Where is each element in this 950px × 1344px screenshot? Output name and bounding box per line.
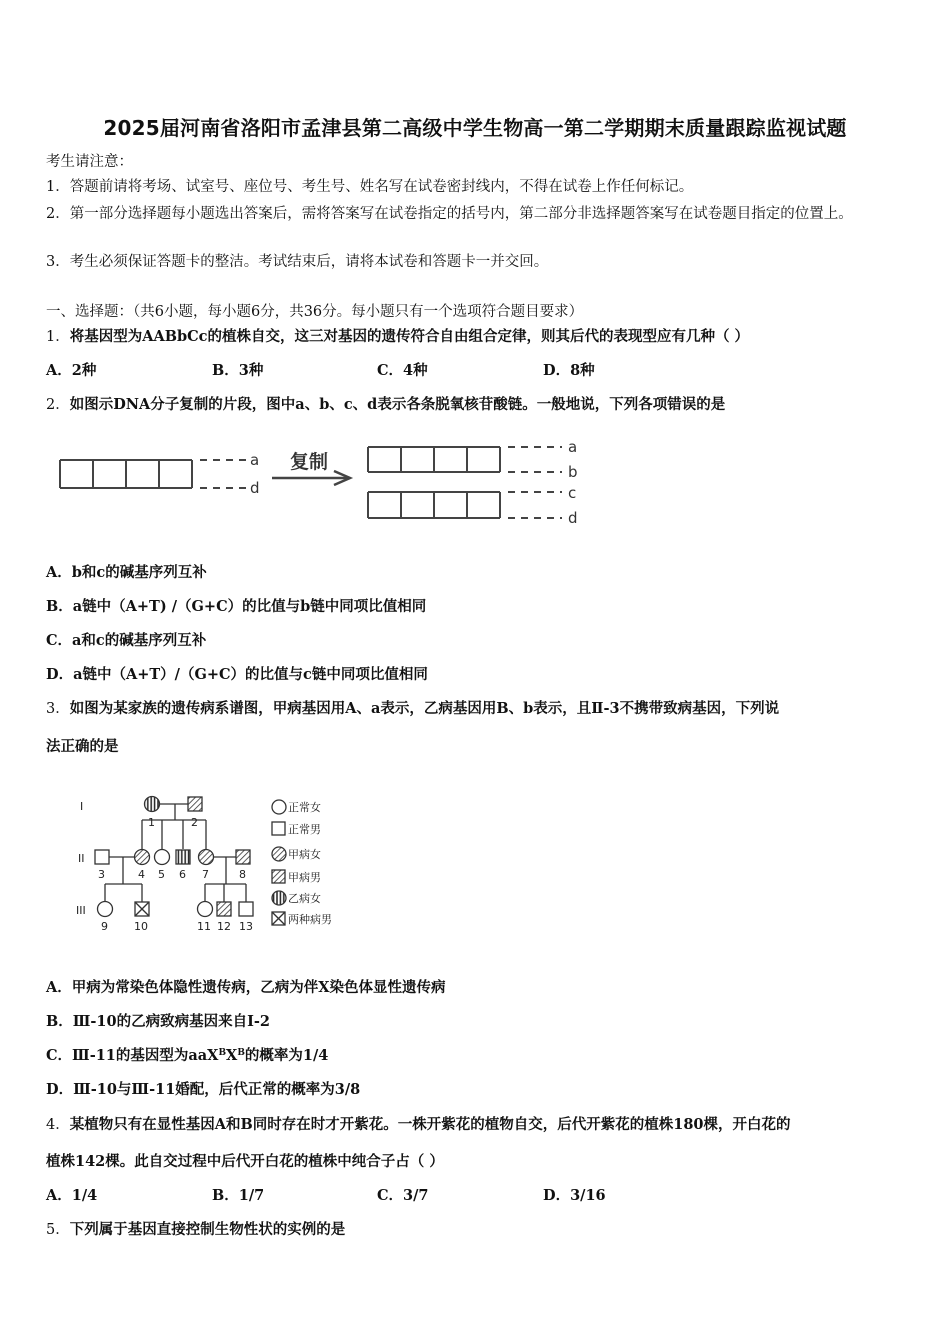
question-number: 1． — [46, 329, 70, 345]
generation-label-2: II — [78, 852, 85, 865]
question-stem: 某植物只有在显性基因A和B同时存在时才开紫花。一株开紫花的植物自交，后代开紫花的植株180棵，开白花的 — [69, 1116, 791, 1133]
option-d[interactable]: D．a链中（A+T）/（G+C）的比值与c链中同项比值相同 — [46, 666, 428, 683]
pedigree-figure — [72, 790, 352, 940]
dna-replication-figure — [50, 432, 600, 532]
member-12: 12 — [217, 920, 231, 933]
strand-label-d: d — [250, 479, 260, 497]
option-d[interactable]: D．8种 — [543, 362, 595, 379]
option-a[interactable]: A．甲病为常染色体隐性遗传病，乙病为伴X染色体显性遗传病 — [46, 979, 446, 996]
strand-label-a: a — [250, 451, 260, 469]
option-c[interactable]: C．4种 — [377, 362, 428, 379]
legend-both-diseases-male: 两种病男 — [288, 913, 332, 926]
legend-disease-b-female: 乙病女 — [288, 892, 321, 905]
strand-label-a-right: a — [568, 438, 578, 456]
option-b[interactable]: B．a链中（A+T) /（G+C）的比值与b链中同项比值相同 — [46, 598, 427, 615]
member-11: 11 — [197, 920, 211, 933]
option-c[interactable] — [46, 1046, 328, 1066]
option-d[interactable]: D．Ⅲ-10与Ⅲ-11婚配，后代正常的概率为3/8 — [46, 1081, 361, 1098]
notice-heading: 考生请注意： — [46, 154, 133, 170]
legend-normal-female: 正常女 — [288, 801, 321, 814]
strand-label-c: c — [568, 484, 577, 502]
member-6: 6 — [179, 868, 186, 881]
question-4 — [46, 1115, 791, 1135]
option-c[interactable]: C．3/7 — [377, 1187, 429, 1204]
question-stem: 下列属于基因直接控制生物性状的实例的是 — [69, 1221, 346, 1238]
option-a[interactable]: A．1/4 — [46, 1187, 98, 1204]
question-4-stem-continued: 植株142棵。此自交过程中后代开白花的植株中纯合子占（ ） — [46, 1153, 444, 1170]
question-3 — [46, 699, 779, 719]
member-8: 8 — [239, 868, 246, 881]
question-stem: 如图为某家族的遗传病系谱图，甲病基因用A、a表示，乙病基因用B、b表示，且Ⅱ-3不携带致病基因，下列说 — [69, 700, 780, 717]
question-5 — [46, 1220, 345, 1240]
page-title: 2025届河南省洛阳市孟津县第二高级中学生物高一第二学期期末质量跟踪监视试题 — [103, 116, 847, 140]
option-c-text-start: C．Ⅲ-11的基因型为aaX — [46, 1047, 219, 1064]
member-7: 7 — [202, 868, 209, 881]
notice-item-2: 2．第一部分选择题每小题选出答案后，需将答案写在试卷指定的括号内，第二部分非选择题答案写在试卷题目指定的位置上。 — [46, 206, 853, 222]
question-number: 3． — [46, 701, 70, 717]
strand-label-b: b — [568, 463, 578, 481]
arrow-label: 复制 — [290, 451, 329, 473]
question-1 — [46, 327, 749, 347]
question-stem: 如图示DNA分子复制的片段，图中a、b、c、d表示各条脱氧核苷酸链。一般地说，下列各项错误的是 — [69, 396, 726, 413]
option-b[interactable]: B．3种 — [212, 362, 264, 379]
generation-label-1: I — [80, 800, 84, 813]
option-b[interactable]: B．Ⅲ-10的乙病致病基因来自I-2 — [46, 1013, 270, 1030]
member-9: 9 — [101, 920, 108, 933]
member-4: 4 — [138, 868, 145, 881]
member-5: 5 — [158, 868, 165, 881]
option-b[interactable]: B．1/7 — [212, 1187, 265, 1204]
member-3: 3 — [98, 868, 105, 881]
option-d[interactable]: D．3/16 — [543, 1187, 606, 1204]
legend-disease-a-male: 甲病男 — [288, 871, 321, 884]
superscript: B — [237, 1048, 245, 1058]
member-1: 1 — [148, 816, 155, 829]
question-number: 5． — [46, 1222, 70, 1238]
question-2 — [46, 395, 725, 415]
option-a[interactable]: A．2种 — [46, 362, 97, 379]
question-number: 2． — [46, 397, 70, 413]
generation-label-3: III — [76, 904, 86, 917]
option-c[interactable]: C．a和c的碱基序列互补 — [46, 632, 207, 649]
option-c-text-end: 的概率为1/4 — [244, 1047, 329, 1064]
question-3-stem-continued: 法正确的是 — [46, 738, 119, 755]
question-stem: 将基因型为AABbCc的植株自交，这三对基因的遗传符合自由组合定律，则其后代的表现型应有几种（ ） — [69, 328, 750, 345]
option-c-text-mid: X — [226, 1047, 238, 1064]
notice-item-3: 3．考生必须保证答题卡的整洁。考试结束后，请将本试卷和答题卡一并交回。 — [46, 254, 549, 270]
superscript: B — [218, 1048, 227, 1058]
option-a[interactable]: A．b和c的碱基序列互补 — [46, 564, 207, 581]
member-2: 2 — [191, 816, 198, 829]
legend-normal-male: 正常男 — [288, 823, 321, 836]
question-number: 4． — [46, 1117, 70, 1133]
notice-item-1: 1．答题前请将考场、试室号、座位号、考生号、姓名写在试卷密封线内，不得在试卷上作任何标记。 — [46, 179, 694, 195]
member-10: 10 — [134, 920, 148, 933]
member-13: 13 — [239, 920, 253, 933]
legend-disease-a-female: 甲病女 — [288, 848, 321, 861]
section-heading: 一、选择题：（共6小题，每小题6分，共36分。每小题只有一个选项符合题目要求） — [46, 304, 584, 320]
strand-label-d-right: d — [568, 509, 578, 527]
